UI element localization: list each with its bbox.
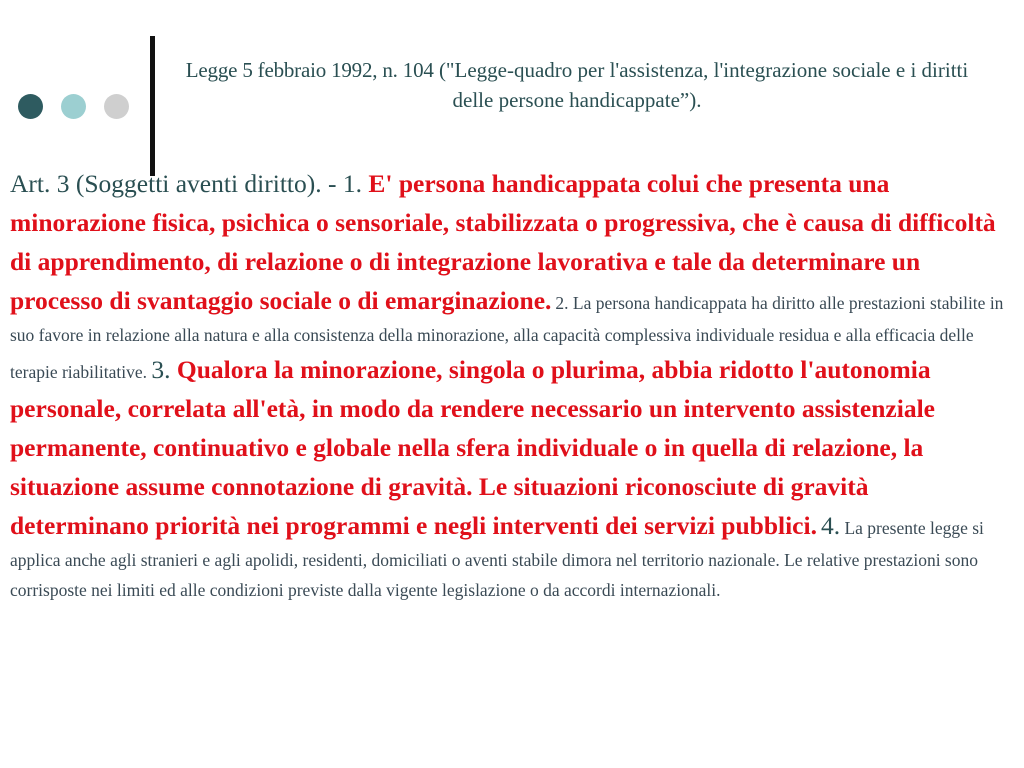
light-teal-dot: [61, 94, 86, 119]
heading-separator: -: [321, 169, 343, 198]
clause-2-number: 2.: [555, 293, 569, 313]
vertical-divider: [150, 36, 155, 176]
clause-2-text: La persona handicappata ha diritto alle prestazioni stabilite in suo favore in relazione alla natura e alla consistenza della minorazione, alla capacità complessiva individuale residua e alla efficacia delle terapie riabilitative.: [10, 293, 1004, 382]
clause-1-number: 1.: [342, 169, 369, 198]
clause-4-text: La presente legge si applica anche agli stranieri e agli apolidi, residenti, domiciliati o aventi stabile dimora nel territorio nazionale. Le relative prestazioni sono corrisposte nei limiti ed alle condizioni previste dalla vigente legislazione o da accordi internazionali.: [10, 518, 984, 600]
law-description: ("Legge-quadro per l'assistenza, l'integrazione sociale e i diritti delle persone handicappate”).: [433, 58, 969, 112]
decorative-dots: [18, 94, 129, 119]
clause-4-number: 4.: [820, 511, 841, 540]
gray-dot: [104, 94, 129, 119]
clause-3-text: Qualora la minorazione, singola o plurima, abbia ridotto l'autonomia personale, correlata all'età, in modo da rendere necessario un intervento assistenziale permanente, continuativo e globale nella sfera individuale o in quella di relazione, la situazione assume connotazione di gravità. Le situazioni riconosciute di gravità determinano priorità nei programmi e negli interventi dei servizi pubblici.: [10, 355, 935, 540]
law-reference: Legge 5 febbraio 1992, n. 104: [185, 58, 434, 82]
clause-1-text: E' persona handicappata colui che presenta una minorazione fisica, psichica o sensoriale, stabilizzata o progressiva, che è causa di difficoltà di apprendimento, di relazione o di integrazione lavorativa e tale da determinare un processo di svantaggio sociale o di emarginazione.: [10, 169, 996, 315]
slide-title: [172, 55, 982, 115]
article-text: [10, 164, 1010, 605]
dark-teal-dot: [18, 94, 43, 119]
article-heading: Art. 3 (Soggetti aventi diritto).: [10, 169, 322, 198]
clause-3-number: 3.: [151, 355, 177, 384]
